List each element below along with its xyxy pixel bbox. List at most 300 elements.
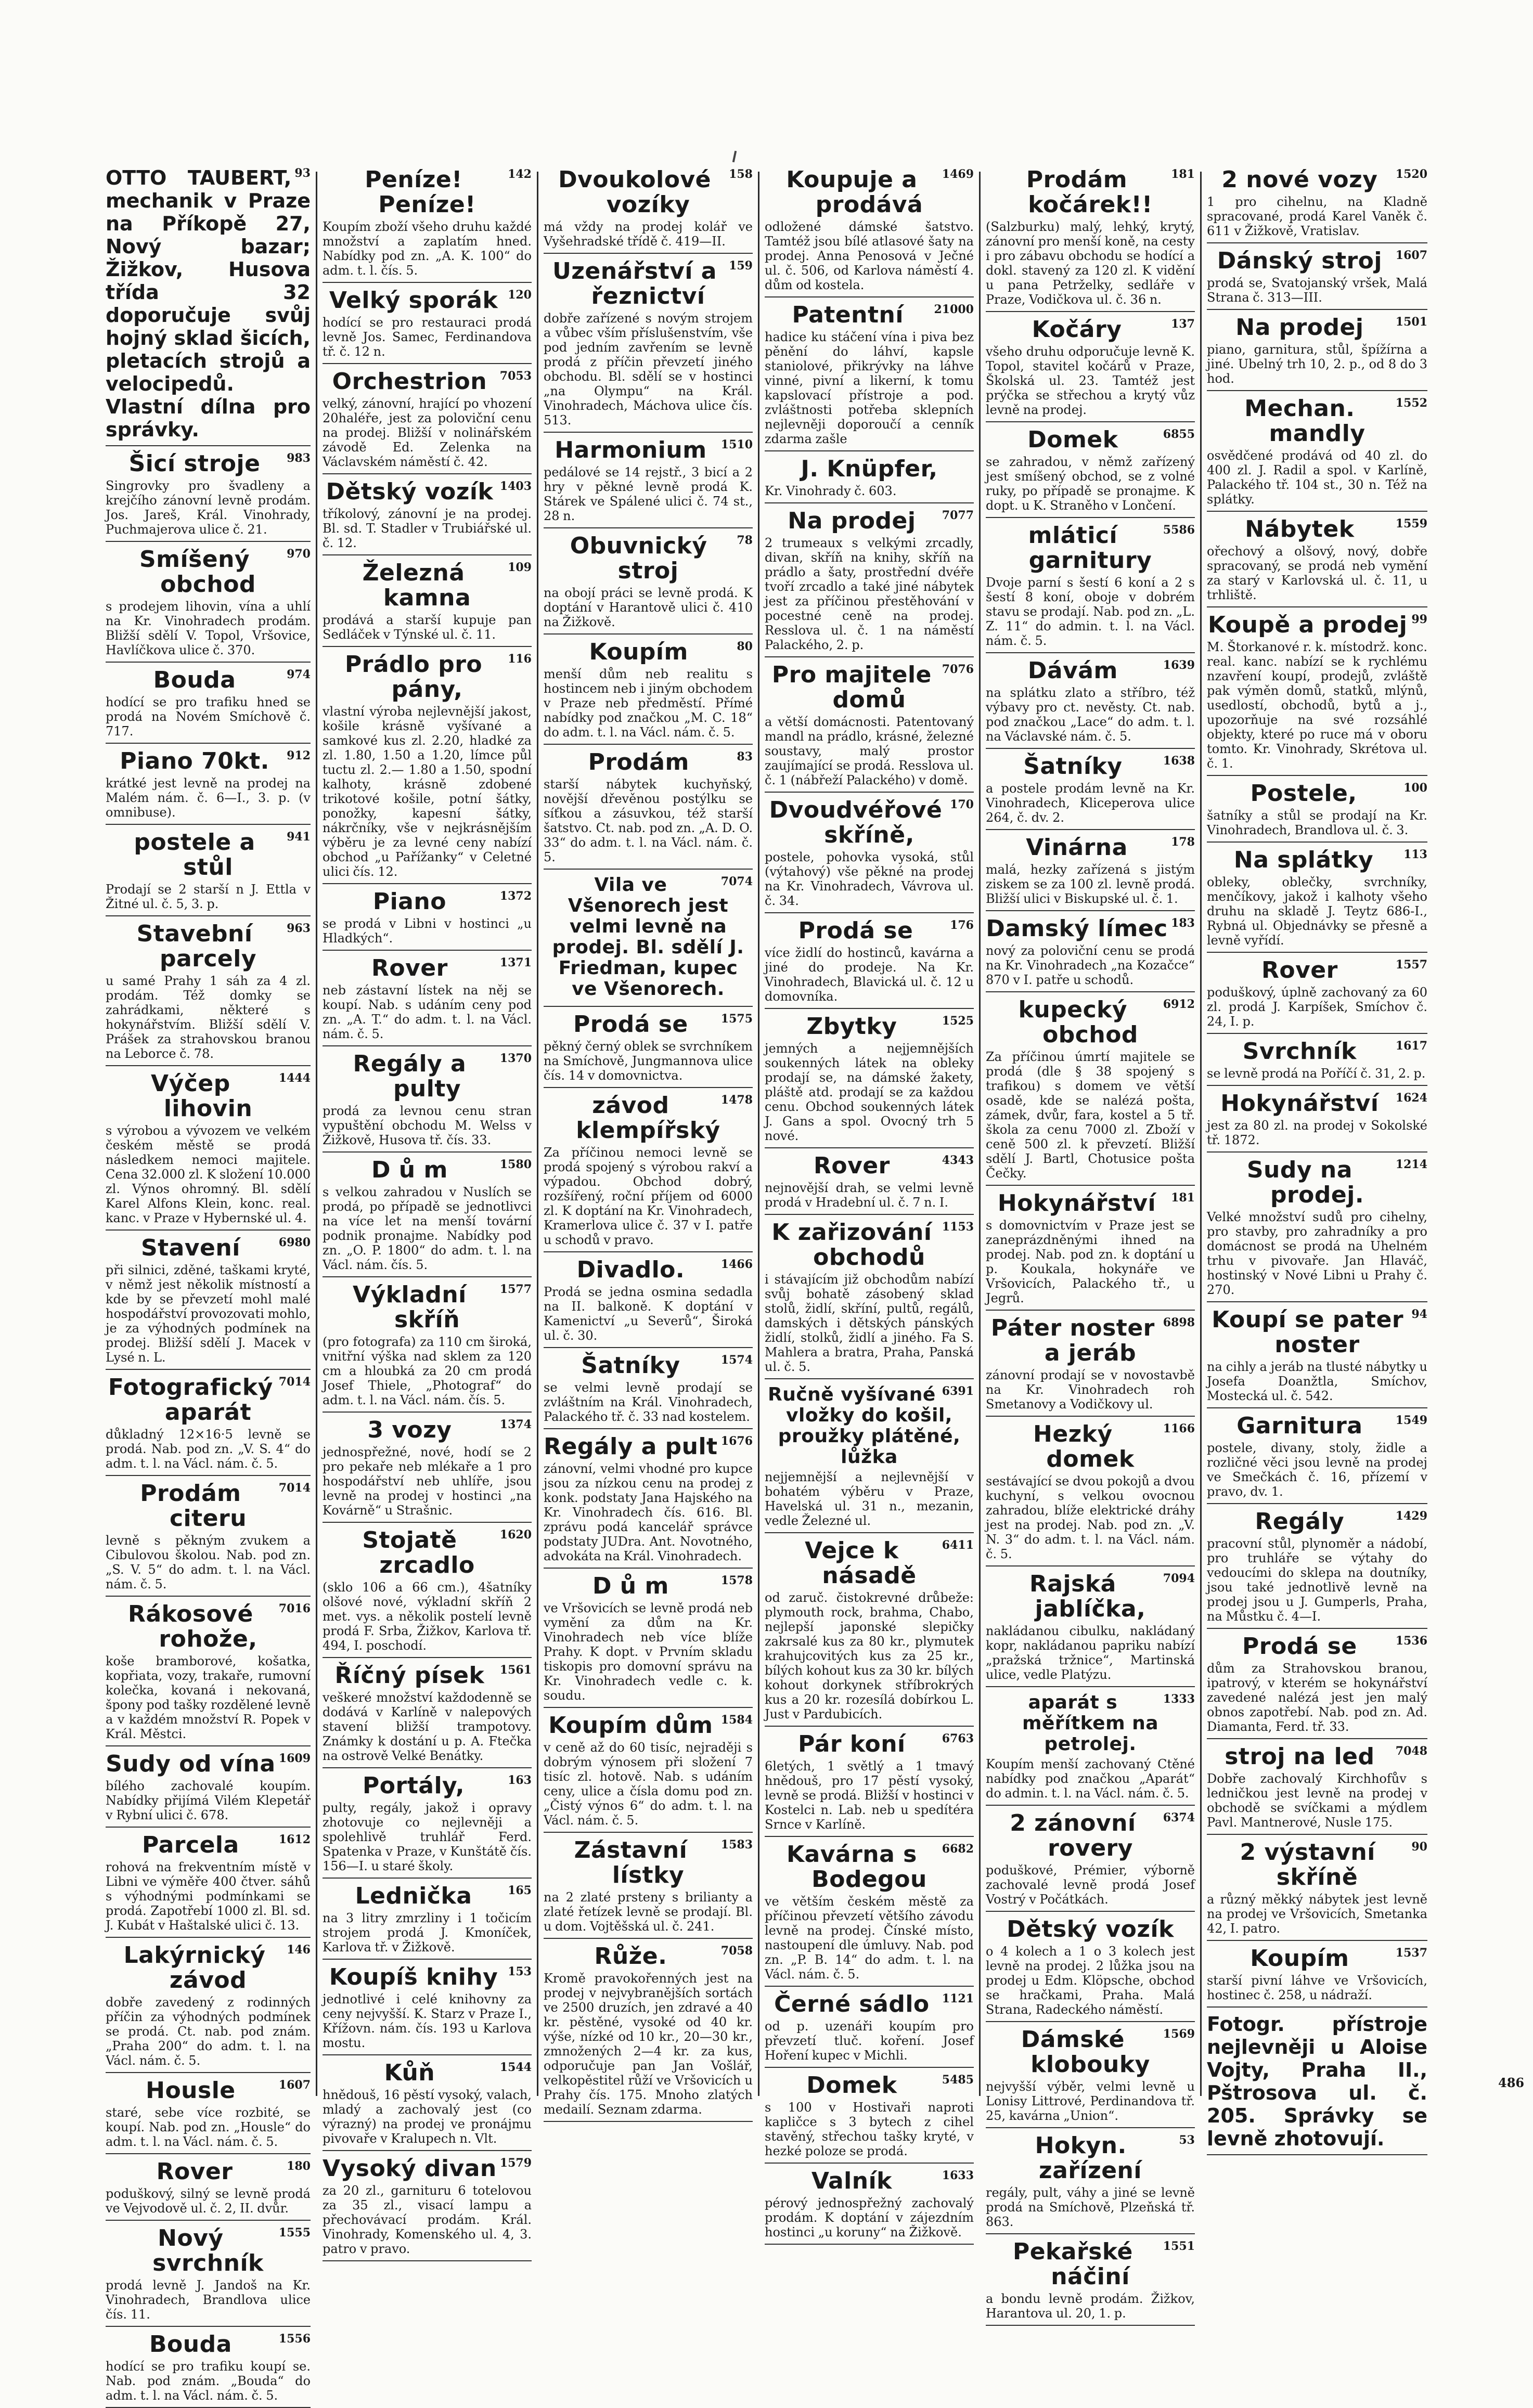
classified-ad bbox=[323, 1528, 532, 1658]
ad-body: nový za poloviční cenu se prodá na Kr. Vinohradech „na Kozačce“ 870 v I. patře u schodů. bbox=[986, 943, 1195, 987]
ad-body: postele, pohovka vysoká, stůl (výtahový) vše pěkné na prodej na Kr. Vinohradech, Vávrova ul. č. 34. bbox=[765, 850, 974, 908]
ad-body: odložené dámské šatstvo. Tamtéž jsou bílé atlasové šaty na prodej. Anna Penosová v Ječné ul. č. 506, od Karlova náměstí 4. dům od kostela. bbox=[765, 219, 974, 292]
ad-number: 183 bbox=[1171, 916, 1195, 930]
ad-heading: Na prodej bbox=[788, 508, 916, 534]
ad-body: důkladný 12×16·5 levně se prodá. Nab. pod zn. „V. S. 4“ do adm. t. l. na Václ. nám. č. 5. bbox=[106, 1427, 311, 1471]
ad-heading: Říčný písek bbox=[334, 1662, 485, 1689]
ad-number: 1333 bbox=[1163, 1692, 1195, 1706]
ad-body: starší pivní láhve ve Vršovicích, hostinec č. 258, u nádraží. bbox=[1207, 1973, 1427, 2002]
ad-body: (Salzburku) malý, lehký, krytý, zánovní pro menší koně, na cesty i pro zábavu obchodu se hodící a dokl. stavený za 120 zl. K vidění u pana Petrželky, sedláře v Praze, Vodičkova ul. č. 36 n. bbox=[986, 219, 1195, 307]
ad-heading: Rover bbox=[371, 955, 448, 981]
ad-number: 116 bbox=[508, 652, 532, 666]
ad-heading: Bouda bbox=[153, 667, 236, 693]
ad-body: nakládanou cibulku, nakládaný kopr, nakládanou papriku nabízí „pražská tržnice“, Martinská ulice, vedle Platýzu. bbox=[986, 1624, 1195, 1682]
ad-body: a větší domácnosti. Patentovaný mandl na prádlo, krásné, železné soustavy, malý prostor zaujímající se prodá. Resslova ul. č. 1 (nábřeží Palackého) v domě. bbox=[765, 715, 974, 787]
ad-body: krátké jest levně na prodej na Malém nám. č. 6—I., 3. p. (v omnibuse). bbox=[106, 776, 311, 820]
ad-number: 1557 bbox=[1395, 958, 1427, 972]
ad-body: pulty, regály, jakož i opravy zhotovuje co nejlevněji a spolehlivě truhlář Ferd. Spatenka v Praze, v Kunštátě čís. 156—I. u staré školy. bbox=[323, 1801, 532, 1873]
ad-heading: postele a stůl bbox=[134, 829, 255, 881]
ad-heading: Koupí se pater noster bbox=[1212, 1306, 1404, 1358]
ad-number: 7076 bbox=[942, 663, 974, 676]
column-rule bbox=[1200, 172, 1202, 2096]
ad-number: 163 bbox=[508, 1773, 532, 1787]
ad-heading: Stavební parcely bbox=[136, 921, 257, 972]
classified-ad bbox=[986, 1917, 1195, 2022]
ad-heading: Kočáry bbox=[1032, 316, 1122, 343]
classified-ad bbox=[1207, 848, 1427, 953]
ad-number: 170 bbox=[950, 798, 974, 811]
ad-body: jemných a nejjemnějších soukenných látek na obleky prodají se, na dámské žakety, pláště atd. prodají se za každou cenu. Obchod soukenných látek J. Gans a spol. Ovocný trh 5 nové. bbox=[765, 1041, 974, 1143]
ad-number: 5586 bbox=[1163, 523, 1195, 537]
classified-ad bbox=[1207, 958, 1427, 1034]
classified-ad bbox=[986, 1572, 1195, 1687]
ad-number: 1552 bbox=[1395, 396, 1427, 410]
ad-number: 120 bbox=[508, 288, 532, 302]
classified-ad bbox=[765, 663, 974, 793]
ad-heading: Stojatě zrcadlo bbox=[362, 1527, 475, 1578]
ad-heading: Pekařské náčiní bbox=[1012, 2238, 1133, 2290]
ad-body: pedálové se 14 rejstř., 3 bicí a 2 hry v pěkné levně prodá K. Stárek ve Spálené ulici č. 74 st., 28 n. bbox=[544, 465, 753, 523]
ad-body: i stávajícím již obchodům nabízí svůj bohatě zásobený sklad stolů, židlí, skříní, pultů, regálů, damských i dětských pánských židlí, stolků, židlí a jiného. Fa S. Mahlera a bratra, Praha, Panská ul. č. 5. bbox=[765, 1272, 974, 1374]
ad-number: 1609 bbox=[278, 1752, 311, 1765]
ad-heading: Portály, bbox=[363, 1772, 465, 1799]
ad-body: staré, sebe více rozbité, se koupí. Nab. pod zn. „Housle“ do adm. t. l. na Václ. nám. č. 5. bbox=[106, 2105, 311, 2149]
ad-body: a různý měkký nábytek jest levně na prodej ve Vršovicích, Smetanka 42, I. patro. bbox=[1207, 1892, 1427, 1936]
ad-number: 1214 bbox=[1395, 1158, 1427, 1171]
ad-heading: Nábytek bbox=[1245, 516, 1355, 542]
classified-ad bbox=[323, 889, 532, 951]
ad-heading: Prádlo pro pány, bbox=[344, 651, 483, 703]
ad-heading: Vila ve Všenorech jest velmi levně na prodej. Bl. sdělí J. Friedman, kupec ve Všenorech. bbox=[552, 874, 744, 1000]
ad-number: 83 bbox=[737, 750, 753, 763]
classified-ad bbox=[765, 1014, 974, 1148]
ad-body: ořechový a olšový, nový, dobře spracovaný, se prodá neb vymění za starý v Karlovská ul. č. 11, u trhliště. bbox=[1207, 544, 1427, 602]
ad-number: 5485 bbox=[942, 2073, 974, 2087]
ad-body: piano, garnitura, stůl, špížírna a jiné. Ubelný trh 10, 2. p., od 8 do 3 hod. bbox=[1207, 342, 1427, 386]
ad-body: více židlí do hostinců, kavárna a jiné do prodeje. Na Kr. Vinohradech, Blavická ul. č. 12 u domovníka. bbox=[765, 946, 974, 1004]
ad-body: jednotlivé i celé knihovny za ceny nejvyšší. K. Starz v Praze I., Křížovn. nám. čís. 193 u Karlova mostu. bbox=[323, 1992, 532, 2050]
ad-heading: Sudy na prodej. bbox=[1246, 1157, 1364, 1208]
ad-number: 7074 bbox=[720, 875, 753, 888]
ad-heading: mláticí garnitury bbox=[1028, 522, 1152, 574]
ad-body: M. Štorkanové r. k. místodrž. konc. real. kanc. nabízí se k rychlému nzavření koupí, prodejů, zvláště pak výměn domů, statků, mlýnů, usedlostí, obchodů, bytů a j., upozorňuje na své rozsáhlé objekty, které po ruce má v oboru tomto. Kr. Vinohrady, Skrétova ul. č. 1. bbox=[1207, 640, 1427, 771]
ad-heading: Nový svrchník bbox=[152, 2225, 264, 2276]
ad-number: 1501 bbox=[1395, 315, 1427, 329]
ad-number: 7016 bbox=[278, 1602, 311, 1615]
ad-heading: Uzenářství a řeznictví bbox=[552, 258, 717, 309]
ad-number: 1584 bbox=[720, 1713, 753, 1727]
ad-body: zánovní prodají se v novostavbě na Kr. Vinohradech roh Smetanovy a Vodičkovy ul. bbox=[986, 1368, 1195, 1412]
classified-ad bbox=[1207, 1158, 1427, 1302]
ad-number: 1372 bbox=[499, 889, 532, 903]
ad-number: 1370 bbox=[499, 1052, 532, 1065]
ad-heading: Parcela bbox=[142, 1832, 239, 1858]
ad-heading: Regály a pult bbox=[544, 1433, 718, 1460]
ad-body: dobře zařízené s novým strojem a vůbec vším příslušenstvím, vše pod jedním zavřením se levně prodá z příčin převzetí jiného obchodu. Bl. sdělí se v hostinci „na Olympu“ na Král. Vinohradech, Máchova ulice čís. 513. bbox=[544, 311, 753, 428]
ad-body: poduškový, silný se levně prodá ve Vejvodově ul. č. 2, II. dvůr. bbox=[106, 2186, 311, 2216]
classified-ad bbox=[106, 2332, 311, 2408]
ad-number: 983 bbox=[287, 451, 311, 465]
ad-number: 1525 bbox=[942, 1014, 974, 1028]
classified-ad bbox=[765, 1732, 974, 1837]
ad-body: dům za Strahovskou branou, ipatrový, v kterém se hokynářství zavedené nalézá jest jen malý obnos zapotřebí. Nab. pod zn. Ad. Diamanta, Ferd. tř. 33. bbox=[1207, 1661, 1427, 1734]
ad-heading: Vejce k násadě bbox=[805, 1537, 917, 1589]
classified-ad bbox=[1207, 1307, 1427, 1408]
ad-number: 1536 bbox=[1395, 1634, 1427, 1648]
column-rule bbox=[758, 172, 759, 2096]
ad-body: a bondu levně prodám. Žižkov, Harantova ul. 20, 1. p. bbox=[986, 2292, 1195, 2321]
ad-body: se levně prodá na Poříčí č. 31, 2. p. bbox=[1207, 1066, 1426, 1081]
ad-body: levně s pěkným zvukem a Cibulovou školou. Nab. pod zn. „S. V. 5“ do adm. t. l. na Václ. nám. č. 5. bbox=[106, 1533, 311, 1591]
ad-heading: Šicí stroje bbox=[128, 450, 261, 477]
ad-heading: Koupím bbox=[589, 639, 688, 665]
classified-ad bbox=[544, 1434, 753, 1569]
classified-ad bbox=[1207, 781, 1427, 843]
ad-body: zánovní, velmi vhodné pro kupce jsou za nízkou cenu na prodej z konk. podstaty Jana Hajského na Kr. Vinohradech čís. 616. Bl. zprávu podá kancelář správce podstaty JUDra. Ant. Novotného, advokáta na Král. Vinohradech. bbox=[544, 1461, 753, 1563]
ad-body: 2 trumeaux s velkými zrcadly, divan, skříň na knihy, skříň na prádlo a šaty, prostřední dvéře tvoří zrcadlo a také jiné nábytek jest za příčinou přestěhování v pocestné ceně na prodej. Resslova ul. č. 1 na náměstí Palackého, 2. p. bbox=[765, 536, 974, 652]
classified-ad bbox=[106, 1943, 311, 2073]
ad-heading: Regály bbox=[1255, 1508, 1345, 1535]
ad-body: 1 pro cihelnu, na Kladně spracované, prodá Karel Vaněk č. 611 v Žižkově, Vratislav. bbox=[1207, 195, 1427, 238]
ad-body: poduškový, úplně zachovaný za 60 zl. prodá J. Karpíšek, Smíchov č. 24, I. p. bbox=[1207, 985, 1427, 1029]
classified-ad bbox=[106, 668, 311, 744]
ad-heading: Fotografický aparát bbox=[108, 1374, 273, 1426]
ad-heading: Dětský vozík bbox=[1007, 1916, 1174, 1943]
classified-ad bbox=[323, 1283, 532, 1413]
ad-body: se zahradou, v němž zařízený jest smíšený obchod, se z volné ruky, po případě se pronajme. K dopt. u K. Straněho v Lončení. bbox=[986, 455, 1195, 513]
ad-heading: Bouda bbox=[149, 2331, 232, 2358]
classified-ad bbox=[544, 1713, 753, 1833]
ad-heading: Orchestrion bbox=[332, 368, 487, 395]
ad-heading: Lednička bbox=[355, 1883, 472, 1909]
ad-body: tříkolový, zánovní je na prodej. Bl. sd. T. Stadler v Trubiářské ul. č. 12. bbox=[323, 507, 532, 550]
ad-number: 6682 bbox=[942, 1842, 974, 1856]
classified-ad bbox=[1207, 2013, 1427, 2155]
ad-heading: Mechan. mandly bbox=[1244, 395, 1365, 447]
column-3 bbox=[539, 166, 757, 2117]
ad-number: 1575 bbox=[720, 1012, 753, 1026]
ad-heading: Dánský stroj bbox=[1217, 248, 1382, 274]
ad-number: 1166 bbox=[1163, 1422, 1195, 1435]
classified-ad bbox=[106, 1071, 311, 1231]
ad-body: malá, hezky zařízená s jistým ziskem se za 100 zl. levně prodá. Bližší ulici v Biskupské ul. č. 1. bbox=[986, 862, 1195, 906]
ad-body: s velkou zahradou v Nuslích se prodá, po případě se jednotlivci na více let na menší tovární podnik pronajme. Nabídky pod zn. „O. P. 1800“ do adm. t. l. na Václ. nám. čís. 5. bbox=[323, 1185, 532, 1272]
column-4 bbox=[761, 166, 978, 2239]
ad-number: 1544 bbox=[499, 2061, 532, 2074]
ad-number: 1429 bbox=[1395, 1509, 1427, 1523]
classified-ad bbox=[323, 2061, 532, 2151]
ad-number: 7094 bbox=[1163, 1572, 1195, 1585]
ad-number: 6763 bbox=[942, 1732, 974, 1745]
ad-heading: Na splátky bbox=[1233, 847, 1374, 873]
ad-body: má vždy na prodej kolář ve Vyšehradské třídě č. 419—II. bbox=[544, 219, 753, 249]
ad-number: 1578 bbox=[720, 1574, 753, 1587]
ad-heading: Regály a pulty bbox=[353, 1051, 467, 1102]
ad-body: ve větším českém městě za příčinou převzetí většího závodu levně na prodej. Čínské místo, nastoupení dle úmluvy. Nab. pod zn. „P. B. 14“ do adm. t. l. na Václ. nám. č. 5. bbox=[765, 1894, 974, 1982]
ad-body: od zaruč. čistokrevné drůbeže: plymouth rock, brahma, Chabo, nejlepší japonské slepičky zakrsalé kus za 80 kr., plymutek krahujcovitých kus za 25 kr., bílých kohout kus za 30 kr. bílých kohout dorkynek stříbrokrých kus a 20 kr. rozesílá dobírkou L. Just v Pardubicích. bbox=[765, 1590, 974, 1721]
ad-number: 90 bbox=[1411, 1840, 1427, 1854]
ad-body: se prodá v Libni v hostinci „u Hladkých“. bbox=[323, 916, 532, 946]
column-5 bbox=[982, 166, 1199, 2321]
ad-body: prodá levně J. Jandoš na Kr. Vinohradech, Brandlova ulice čís. 11. bbox=[106, 2278, 311, 2322]
ad-number: 78 bbox=[737, 534, 753, 547]
ad-heading: Dvoukolové vozíky bbox=[558, 166, 711, 218]
ad-heading: Prodá se bbox=[1242, 1633, 1357, 1660]
ad-heading: Domek bbox=[1027, 426, 1118, 453]
ad-number: 963 bbox=[287, 922, 311, 935]
classified-ad bbox=[986, 1316, 1195, 1417]
ad-body: nejvyšší výběr, velmi levně u Lonisy Littrové, Perdinandova tř. 25, kavárna „Union“. bbox=[986, 2079, 1195, 2123]
ad-body: Prodají se 2 starší n J. Ettla v Žitné ul. č. 5, 3. p. bbox=[106, 882, 311, 911]
classified-ad bbox=[1207, 1744, 1427, 1835]
ad-body: obleky, oblečky, svrchníky, menčíkovy, jakož i kalhoty všeho druhu na skladě J. Teytz 686-I., Rybná ul. Objednávky se přesně a levně vyřídí. bbox=[1207, 875, 1427, 948]
ad-heading: Koupím bbox=[1250, 1945, 1349, 1972]
classified-ad bbox=[323, 561, 532, 647]
ad-number: 1374 bbox=[499, 1418, 532, 1431]
ad-heading: Kůň bbox=[384, 2060, 435, 2086]
ad-heading: Peníze! Peníze! bbox=[365, 166, 476, 218]
ad-body: pracovní stůl, plynoměr a nádobí, pro truhláře se výtahy do vedoucími do sklepa na doutníky, jsou také jednotlivě levně na prodej jsou u J. Gumperls, Praha, na Můstku č. 4—I. bbox=[1207, 1536, 1427, 1624]
ad-number: 1371 bbox=[499, 956, 532, 969]
classified-ad bbox=[986, 2027, 1195, 2128]
ad-heading: kupecký obchod bbox=[1018, 996, 1138, 1048]
ad-heading: 2 nové vozy bbox=[1221, 166, 1378, 193]
ad-number: 1551 bbox=[1163, 2239, 1195, 2253]
ad-number: 1577 bbox=[499, 1283, 532, 1296]
ad-heading: Černé sádlo bbox=[774, 1991, 930, 2017]
ad-heading: Šatníky bbox=[581, 1352, 680, 1379]
ad-number: 1537 bbox=[1395, 1946, 1427, 1960]
ad-number: 1639 bbox=[1163, 658, 1195, 672]
classified-ad bbox=[106, 830, 311, 916]
ad-number: 1561 bbox=[499, 1663, 532, 1677]
classified-ad bbox=[1207, 613, 1427, 776]
ad-number: 6855 bbox=[1163, 428, 1195, 441]
classified-ad bbox=[544, 167, 753, 254]
ad-heading: Sudy od vína bbox=[106, 1751, 276, 1777]
ad-number: 7014 bbox=[278, 1481, 311, 1495]
ad-heading: Valník bbox=[811, 2168, 892, 2194]
ad-heading: Pár koní bbox=[798, 1731, 906, 1757]
classified-ad bbox=[986, 835, 1195, 911]
classified-ad bbox=[765, 1220, 974, 1379]
ad-heading: Ručně vyšívané vložky do košil, proužky plátěné, lůžka bbox=[767, 1384, 961, 1468]
classified-ad bbox=[986, 1191, 1195, 1311]
ad-heading: K zařizování obchodů bbox=[771, 1219, 932, 1271]
ad-lead-text: OTTO TAUBERT, mechanik v Praze na Příkopě 27, Nový bazar; Žižkov, Husova třída 32 doporučuje svůj hojný sklad šicích, pletacích strojů a velocipedů. Vlastní dílna pro správky. bbox=[106, 166, 311, 441]
ad-heading: Domek bbox=[806, 2072, 897, 2099]
classified-ad bbox=[765, 2073, 974, 2164]
ad-body: na cihly a jeráb na tlusté nábytky u Josefa Doanžtla, Smíchov, Mostecká ul. č. 542. bbox=[1207, 1360, 1427, 1403]
classified-ad bbox=[106, 547, 311, 663]
ad-body: 6letých, 1 světlý a 1 tmavý hnědouš, pro 17 pěstí vysoký, levně se prodá. Bližší v hostinci v Kostelci n. Lab. neb u spedítéra Srnce v Karlíně. bbox=[765, 1759, 974, 1832]
ad-body: prodá za levnou cenu stran vypuštění obchodu M. Welss v Žižkově, Husova tř. čís. 33. bbox=[323, 1104, 532, 1147]
classified-ad bbox=[323, 167, 532, 283]
ad-heading: Na prodej bbox=[1235, 314, 1364, 341]
ad-heading: Rákosové rohože, bbox=[127, 1601, 257, 1652]
ad-number: 912 bbox=[287, 749, 311, 762]
ad-number: 7014 bbox=[278, 1375, 311, 1389]
ad-heading: Prodá se bbox=[573, 1011, 688, 1038]
classified-ad bbox=[1207, 1840, 1427, 1941]
ad-number: 165 bbox=[508, 1884, 532, 1897]
ad-number: 1478 bbox=[720, 1093, 753, 1107]
classified-ad bbox=[765, 798, 974, 913]
ad-heading: Koupě a prodej bbox=[1207, 612, 1408, 638]
ad-heading: Hokyn. zařízení bbox=[1035, 2132, 1142, 2184]
ad-number: 146 bbox=[287, 1943, 311, 1957]
ad-body: s prodejem lihovin, vína a uhlí na Kr. Vinohradech prodám. Bližší sdělí V. Topol, Vršovice, Havlíčkova ulice č. 370. bbox=[106, 599, 311, 657]
ad-number: 21000 bbox=[934, 303, 974, 316]
ad-body: koše bramborové, košatka, kopřiata, vozy, trakaře, rumovní kolečka, kovaná i nekovaná, špony pod tašky rozdělené levně a v každém množství R. Popek v Král. Městci. bbox=[106, 1654, 311, 1741]
ad-number: 1153 bbox=[942, 1220, 974, 1234]
ad-number: 970 bbox=[287, 547, 311, 561]
ad-number: 1580 bbox=[499, 1158, 532, 1171]
ad-number: 113 bbox=[1403, 848, 1427, 861]
ad-heading: Prodám kočárek!! bbox=[1026, 166, 1153, 218]
ad-number: 4343 bbox=[942, 1154, 974, 1167]
ad-heading: Kavárna s Bodegou bbox=[786, 1841, 927, 1893]
ad-body: starší nábytek kuchyňský, novější dřevěnou postýlku se síťkou a zásuvkou, též starší šatstvo. Ct. nab. pod zn. „A. D. O. 33“ do adm. t. l. na Václ. nám. č. 5. bbox=[544, 777, 753, 864]
ad-number: 1676 bbox=[720, 1434, 753, 1448]
classified-ad bbox=[544, 259, 753, 433]
ad-body: na 2 zlaté prsteny s brilianty a zlaté řetízek levně se prodají. Bl. u dom. Vojtěšská ul. č. 241. bbox=[544, 1890, 753, 1934]
ad-heading: Damský límec bbox=[986, 915, 1168, 942]
ad-number: 6898 bbox=[1163, 1316, 1195, 1329]
classified-ad bbox=[986, 998, 1195, 1186]
ad-heading: Prodám bbox=[588, 749, 689, 775]
classified-ad bbox=[765, 2169, 974, 2245]
ad-number: 1638 bbox=[1163, 754, 1195, 768]
ad-body: Koupím zboží všeho druhu každé množství a zaplatím hned. Nabídky pod zn. „A. K. 100“ do adm. t. l. čís. 5. bbox=[323, 219, 532, 278]
classified-ad bbox=[323, 2156, 532, 2261]
ad-body: postele, divany, stoly, židle a rozličné věci jsou levně na prodej ve Smečkách č. 16, přízemí v pravo, dv. 1. bbox=[1207, 1441, 1427, 1499]
classified-ad bbox=[986, 2133, 1195, 2234]
ad-heading: Obuvnický stroj bbox=[570, 533, 707, 584]
ad-heading: Svrchník bbox=[1242, 1038, 1357, 1065]
ad-number: 53 bbox=[1179, 2133, 1195, 2147]
ad-body: sestávající se dvou pokojů a dvou kuchyní, s velkou ovocnou zahradou, blíže elektrické dráhy jest na prodej. Nab. pod zn. „V. N. 3“ do adm. t. l. na Václ. nám. č. 5. bbox=[986, 1474, 1195, 1561]
ad-number: 178 bbox=[1171, 835, 1195, 849]
classified-ad bbox=[323, 480, 532, 555]
ad-heading: Rover bbox=[813, 1153, 890, 1179]
column-rule bbox=[537, 172, 538, 2096]
ad-body: s domovnictvím v Praze jest se zaneprázdněnými ihned na prodej. Nab. pod zn. k doptání u p. Koukala, hokynáře ve Vršovicích, Palackého tř., u Jegrů. bbox=[986, 1218, 1195, 1305]
ad-body: rohová na frekventním místě v Libni ve výměře 400 čtver. sáhů s výhodnými podmínkami se prodá. Zapotřebí 1000 zl. Bl. sd. J. Kubát v Haštalské ulici č. 13. bbox=[106, 1860, 311, 1933]
ad-number: 7048 bbox=[1395, 1744, 1427, 1758]
classified-ad bbox=[1207, 517, 1427, 607]
column-1 bbox=[101, 166, 315, 2403]
ad-body: prodá se, Svatojanský vršek, Malá Strana č. 313—III. bbox=[1207, 276, 1427, 305]
ad-heading: Divadlo. bbox=[576, 1257, 685, 1283]
ad-body: u samé Prahy 1 sáh za 4 zl. prodám. Též domky se zahrádkami, některé s hokynářstvím. Bližší sdělí V. Prášek za strahovskou branou na Leborce č. 78. bbox=[106, 974, 311, 1061]
ad-heading: Piano bbox=[372, 888, 446, 915]
ad-body: hodící se pro trafiku koupí se. Nab. pod znám. „Bouda“ do adm. t. l. na Václ. nám. č. 5. bbox=[106, 2359, 311, 2403]
classified-ad bbox=[544, 1093, 753, 1252]
classified-ad bbox=[106, 922, 311, 1066]
ad-body: s výrobou a vývozem ve velkém českém městě se prodá následkem nemoci majitele. Cena 32.000 zl. K složení 10.000 zl. Výnos ohromný. Bl. sdělí Karel Alfons Klein, konc. real. kanc. v Praze v Hybernské ul. 4. bbox=[106, 1123, 311, 1225]
ad-number: 1121 bbox=[942, 1992, 974, 2005]
classified-ad bbox=[544, 640, 753, 745]
ad-number: 159 bbox=[729, 259, 753, 273]
classified-ad bbox=[106, 166, 311, 446]
ad-body: Za příčinou úmrtí majitele se prodá (dle § 38 spojený s trafikou) s domem ve větší osadě, kde se nalézá pošta, zámek, dvůr, fara, kostel a 5 tř. škola za cenu 7000 zl. Zboží v ceně 500 zl. k převzetí. Bližší sdělí J. Bartl, Chotusice pošta Čečky. bbox=[986, 1050, 1195, 1181]
ad-body: hadice ku stáčení vína i piva bez pěnění do láhví, kapsle staniolové, přikrývky na láhve vinné, pivní a likerní, k tomu kapslovací přístroje a pod. zvláštnosti potřeba sklepních nejlevněji doporoučí a cenník zdarma zašle bbox=[765, 330, 974, 446]
ad-body: prodává a starší kupuje pan Sedláček v Týnské ul. č. 11. bbox=[323, 613, 532, 642]
classified-ad bbox=[323, 1418, 532, 1523]
classified-ad bbox=[986, 1422, 1195, 1567]
ad-body: Prodá se jedna osmina sedadla na II. balkoně. K doptání v Kamenictví „u Severů“, Široká ul. č. 30. bbox=[544, 1285, 753, 1343]
ad-heading: Postele, bbox=[1250, 780, 1357, 807]
ad-body: veškeré množství každodenně se dodává v Karlíně v nalepových stavení bližší trampotovy. Známky k dostání u p. A. Ftečka na ostrově Velké Benátky. bbox=[323, 1690, 532, 1763]
ad-body: Koupím menší zachovaný Ctěné nabídky pod značkou „Aparát“ do admin. t. l. na Václ. nám. č. 5. bbox=[986, 1757, 1195, 1801]
classified-ad bbox=[765, 167, 974, 297]
ad-number: 6980 bbox=[278, 1236, 311, 1249]
classified-ad bbox=[544, 1012, 753, 1088]
ad-number: 80 bbox=[737, 640, 753, 653]
ad-body: osvědčené prodává od 40 zl. do 400 zl. J. Radil a spol. v Karlíně, Palackého tř. 104 st., 30 n. Též na splátky. bbox=[1207, 448, 1427, 507]
classified-ad bbox=[544, 534, 753, 635]
ad-heading: Piano 70kt. bbox=[120, 748, 269, 774]
ad-number: 1607 bbox=[278, 2078, 311, 2092]
ad-heading: Koupuje a prodává bbox=[786, 166, 923, 218]
classified-ad bbox=[323, 1663, 532, 1768]
ad-body: poduškové, Prémier, výborně zachovalé levně prodá Josef Vostrý v Počátkách. bbox=[986, 1863, 1195, 1907]
ad-body: na obojí práci se levně prodá. K doptání v Harantově ulici č. 410 na Žižkově. bbox=[544, 586, 753, 629]
ad-number: 6374 bbox=[1163, 1811, 1195, 1824]
ad-number: 1520 bbox=[1395, 167, 1427, 181]
classified-ad bbox=[544, 750, 753, 870]
ad-number: 142 bbox=[508, 167, 532, 181]
ad-number: 7058 bbox=[720, 1944, 753, 1958]
classified-ad bbox=[323, 1052, 532, 1153]
ad-heading: Stavení bbox=[140, 1235, 240, 1261]
ad-heading: Železná kamna bbox=[362, 560, 471, 611]
ad-body: od p. uzenáři koupím pro převzetí tluč. koření. Josef Hoření kupec v Michli. bbox=[765, 2019, 974, 2063]
classified-ad bbox=[106, 1602, 311, 1746]
ad-heading: Hezký domek bbox=[1033, 1421, 1135, 1472]
ad-body: a postele prodám levně na Kr. Vinohradech, Kliceperova ulice 264, č. dv. 2. bbox=[986, 781, 1195, 825]
print-mark bbox=[732, 151, 737, 162]
ad-body: Za příčinou nemoci levně se prodá spojený s výrobou rakví a výpadou. Obchod dobrý, rozšířený, roční příjem od 6000 zl. K doptání na Kr. Vinohradech, Kramerlova ulice č. 37 v I. patře u schodů v pravo. bbox=[544, 1145, 753, 1247]
classified-ad bbox=[765, 509, 974, 657]
classified-ad bbox=[323, 1158, 532, 1277]
ad-heading: Výkladní skříň bbox=[353, 1281, 467, 1333]
ad-number: 176 bbox=[950, 918, 974, 932]
ad-number: 1583 bbox=[720, 1838, 753, 1852]
classified-ad bbox=[765, 1538, 974, 1727]
ad-heading: Lakýrnický závod bbox=[123, 1942, 266, 1993]
ad-body: menší dům neb realitu s hostincem neb i jiným obchodem v Praze neb předměstí. Přímé nabídky pod značkou „M. C. 18“ do adm. t. l. na Václ. nám. č. 5. bbox=[544, 667, 753, 740]
ad-body: nejjemnější a nejlevnější v bohatém výběru v Praze, Havelská ul. 31 n., mezanin, vedle Železné ul. bbox=[765, 1470, 974, 1528]
ad-number: 974 bbox=[287, 668, 311, 681]
classified-ad bbox=[1207, 167, 1427, 243]
classified-ad bbox=[106, 1375, 311, 1476]
ad-heading: Prodá se bbox=[798, 917, 913, 944]
classified-ad bbox=[986, 2239, 1195, 2326]
ad-heading: Hokynářství bbox=[997, 1190, 1156, 1216]
classified-ad bbox=[765, 303, 974, 451]
ad-number: 1569 bbox=[1163, 2027, 1195, 2041]
classified-ad bbox=[986, 428, 1195, 518]
ad-body: Kr. Vinohrady č. 603. bbox=[765, 484, 897, 498]
ad-heading: Dámské klobouky bbox=[1021, 2026, 1150, 2078]
ad-heading: D ů m bbox=[592, 1573, 669, 1599]
classified-ad bbox=[986, 1692, 1195, 1806]
classified-ad bbox=[1207, 315, 1427, 391]
ad-number: 1612 bbox=[278, 1833, 311, 1846]
classified-ad bbox=[765, 1842, 974, 1987]
